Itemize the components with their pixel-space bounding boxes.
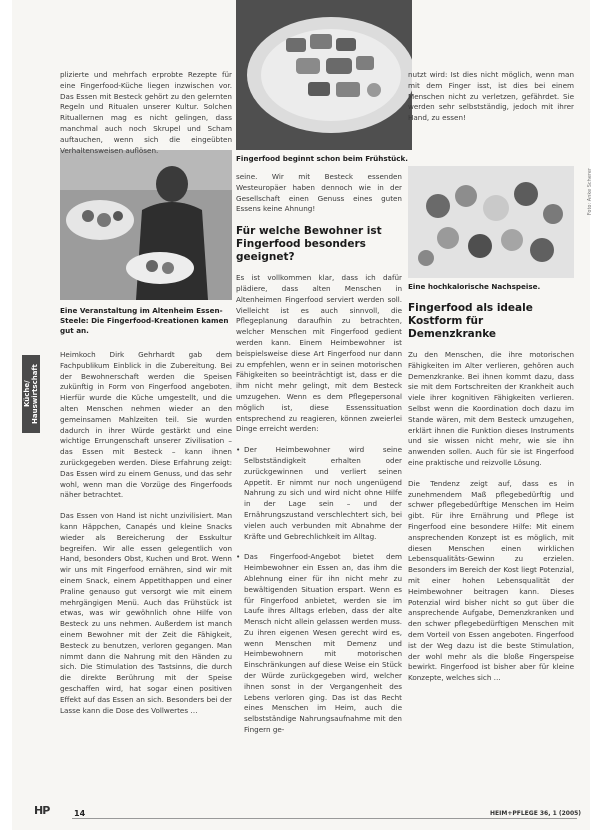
bullet-list [236, 445, 402, 736]
breakfast-photo-caption: Fingerfood beginnt schon beim Frühstück. [236, 154, 409, 163]
page-number: 14 [74, 809, 86, 818]
fingerfood-breakfast-photo [236, 0, 412, 150]
section-heading: Fingerfood als ideale Kostform für Demenzkranke [408, 302, 533, 340]
chef-image [60, 150, 232, 300]
list-item: • Das Fingerfood-Angebot bietet dem Heimbewohner ein Essen an, das ihm die Ablehnung einer für ihn nicht mehr zu bewältigenden Situation erspart. Wenn es für Fingerfood anbietet, werden sie im Laufe ihres Alltags erleben, dass der alte Mensch nicht allein gelassen werden muss. Zu ihren eigenen Wesen gerecht wird es, wenn Menschen mit Demenz und Heimbewohnern mit motorischen Einschränkungen auf diese Weise ein Stück der Würde zurückgegeben wird, welcher ihnen sonst in der Vergangenheit des Lebens verloren ging. Das ist das Recht eines Menschen im Heim, auch die selbstständige Nahrungsaufnahme mit den Fingern ge- [236, 552, 402, 736]
fingerfood-plate-image [236, 0, 412, 150]
journal-issue: HEIM+PFLEGE 36, 1 (2005) [490, 810, 582, 817]
journal-logo: HP [34, 804, 50, 817]
section-heading: Für welche Bewohner ist Fingerfood besonders geeignet? [236, 225, 382, 264]
column-3-top [408, 70, 574, 134]
footer-rule [72, 818, 577, 819]
paragraph: plizierte und mehrfach erprobte Rezepte für eine Fingerfood-Küche liegen inzwischen vor. Das Essen mit Besteck gehört zu den gelernten Regeln und Ritualen unserer Kultur. Solchen Rituallernen mag es nicht gelingen, dass manchmal auch noch Skrupel und Scham auftauchen, wenn sich die eingeübten Verhaltensweisen auflösen. [60, 70, 232, 155]
paragraph: Das Essen von Hand ist nicht unzivilisiert. Man kann Häppchen, Canapés und kleine Snacks wieder als Bereicherung der Esskultur begreifen. Wir alle essen gelegentlich von Hand, besonders Obst, Kuchen und Brot. Wenn wir uns mit Fingerfood ernähren, sind wir mit einem Snack, einem Appetithappen und einer Praline genauso gut versorgt wie mit einem mehrgängigen Menü. Auch das Frühstück ist etwas, was wir gewöhnlich ohne Hilfe von Besteck zu uns nehmen. Außerdem ist manch einem Bewohner mit der Zeit die Fähigkeit, Besteck zu benutzen, verloren gegangen. Man nimmt dann die Nahrung mit den Händen zu sich. Die Stimulation des Tastsinns, die durch die direkte Berührung mit der Speise geschaffen wird, hat sogar einen positiven Effekt auf das Essen an sich. Besonders bei der Lasse kann die Dose des Vollwertes … [60, 511, 232, 715]
dessert-plate-image [408, 166, 574, 278]
dessert-photo [408, 166, 574, 278]
magazine-page [12, 0, 593, 830]
paragraph: nutzt wird: Ist dies nicht möglich, wenn man mit dem Finger isst, ist dies bei einem Menschen nicht zu verletzen, gefährdet. Sie werden sehr selbstständig, jedoch mit ihrer Hand, zu essen! [408, 70, 574, 123]
column-3-bottom [408, 302, 574, 694]
photo-credit: Foto: Anke Scherer [587, 168, 593, 216]
chef-photo-caption: Eine Veranstaltung im Altenheim Essen-Steele: Die Fingerfood-Kreationen kamen gut an. [60, 306, 229, 335]
chef-presentation-photo [60, 150, 232, 300]
column-1-bottom [60, 350, 232, 726]
paragraph: seine. Wir mit Besteck essenden Westeuropäer haben dennoch wie in der Gesellschaft einen Genuss eines guten Essens keine Ahnung! [236, 172, 402, 214]
paragraph: Es ist vollkommen klar, dass ich dafür plädiere, dass alten Menschen in Altenheimen Fingerfood serviert werden soll. Vielleicht ist es auch sinnvoll, die Pflegeplanung daraufhin zu betrachten, welcher Menschen mit Fingerfood gedient werden kann. Einem Heimbewohner ist beispielsweise diese Art Fingerfood nur dann zu empfehlen, wenn er in seinen motorischen Fähigkeiten so beeinträchtigt ist, dass er die ihm nicht mehr gelingt, mit dem Besteck umzugehen. Wenn es dem Pflegepersonal möglich ist, diese Essenssituation entsprechend zu reagieren, können zweierlei Dinge erreicht werden: [236, 273, 402, 434]
column-1-top [60, 70, 232, 166]
paragraph: Zu den Menschen, die ihre motorischen Fähigkeiten im Alter verlieren, gehören auch Demenzkranke. Bei ihnen kommt dazu, dass sie mit dem Fortschreiten der Krankheit auch viele ihrer kognitiven Fähigkeiten verlieren. Selbst wenn die Koordination doch dazu im Stande wären, mit dem Besteck umzugehen, erklärt ihnen die Funktion dieses Instruments und sie wissen nicht mehr, wie sie ihn anwenden sollen. Auch für sie ist Fingerfood eine praktische und reizvolle Lösung. [408, 350, 574, 467]
section-tag: Küche/ Hauswirtschaft [22, 355, 40, 433]
column-2 [236, 172, 402, 746]
list-item: • Der Heimbewohner wird seine Selbstständigkeit erhalten oder zurückgewinnen und verliert seinen Appetit. Er nimmt nur noch ungenügend Nahrung zu sich und wird nicht ohne Hilfe in der Lage sein – und der Ernährungszustand verschlechtert sich, bei vielen auch verbunden mit Abnahme der Kräfte und Gebrechlichkeit im Alltag. [236, 445, 402, 542]
dessert-photo-caption: Eine hochkalorische Nachspeise. [408, 282, 541, 291]
paragraph: Die Tendenz zeigt auf, dass es in zunehmendem Maß pflegebedürftig und schwer pflegebedürftige Menschen im Heim gibt. Für ihre Ernährung und Pflege ist Fingerfood eine besondere Hilfe: Mit einem ansprechenden Konzept ist es möglich, mit diesen Menschen einen wirklichen Lebensqualitäts-Gewinn zu erzielen. Besonders im Bereich der Kost liegt Potenzial, mit einer hohen Lebensqualität der Heimbewohner beitragen kann. Dieses Potenzial wird bisher nicht so gut über die ansprechende Aufgabe, Demenzkranken und den schwer pflegebedürftigen Menschen mit dem Vorteil von Essen angeboten. Fingerfood ist der Weg dazu ist die beste Stimulation, der wohl mehr als die bloße Fingerspeise bewirkt. Fingerfood ist bisher aber für kleine Konzepte, welches sich … [408, 478, 574, 683]
paragraph: Heimkoch Dirk Gehrhardt gab dem Fachpublikum Einblick in die Zubereitung. Bei der Bewohnerschaft werden die Speisen zukünftig in Form von Fingerfood angeboten. Hierfür wurde die Küche umgestellt, und die alten Menschen nehmen wieder an den gemeinsamen Mahlzeiten teil. Sie wurden dadurch in ihrer Würde gestärkt und eine wichtige Errungenschaft unserer Zivilisation – das Essen mit Besteck – kann ihnen zurückgegeben werden. Diese Erfahrung zeigt: Das Essen wird zu einem Genuss, und das sehr wohl, wenn man die Vorzüge des Fingerfoods näher betrachtet. [60, 350, 232, 500]
